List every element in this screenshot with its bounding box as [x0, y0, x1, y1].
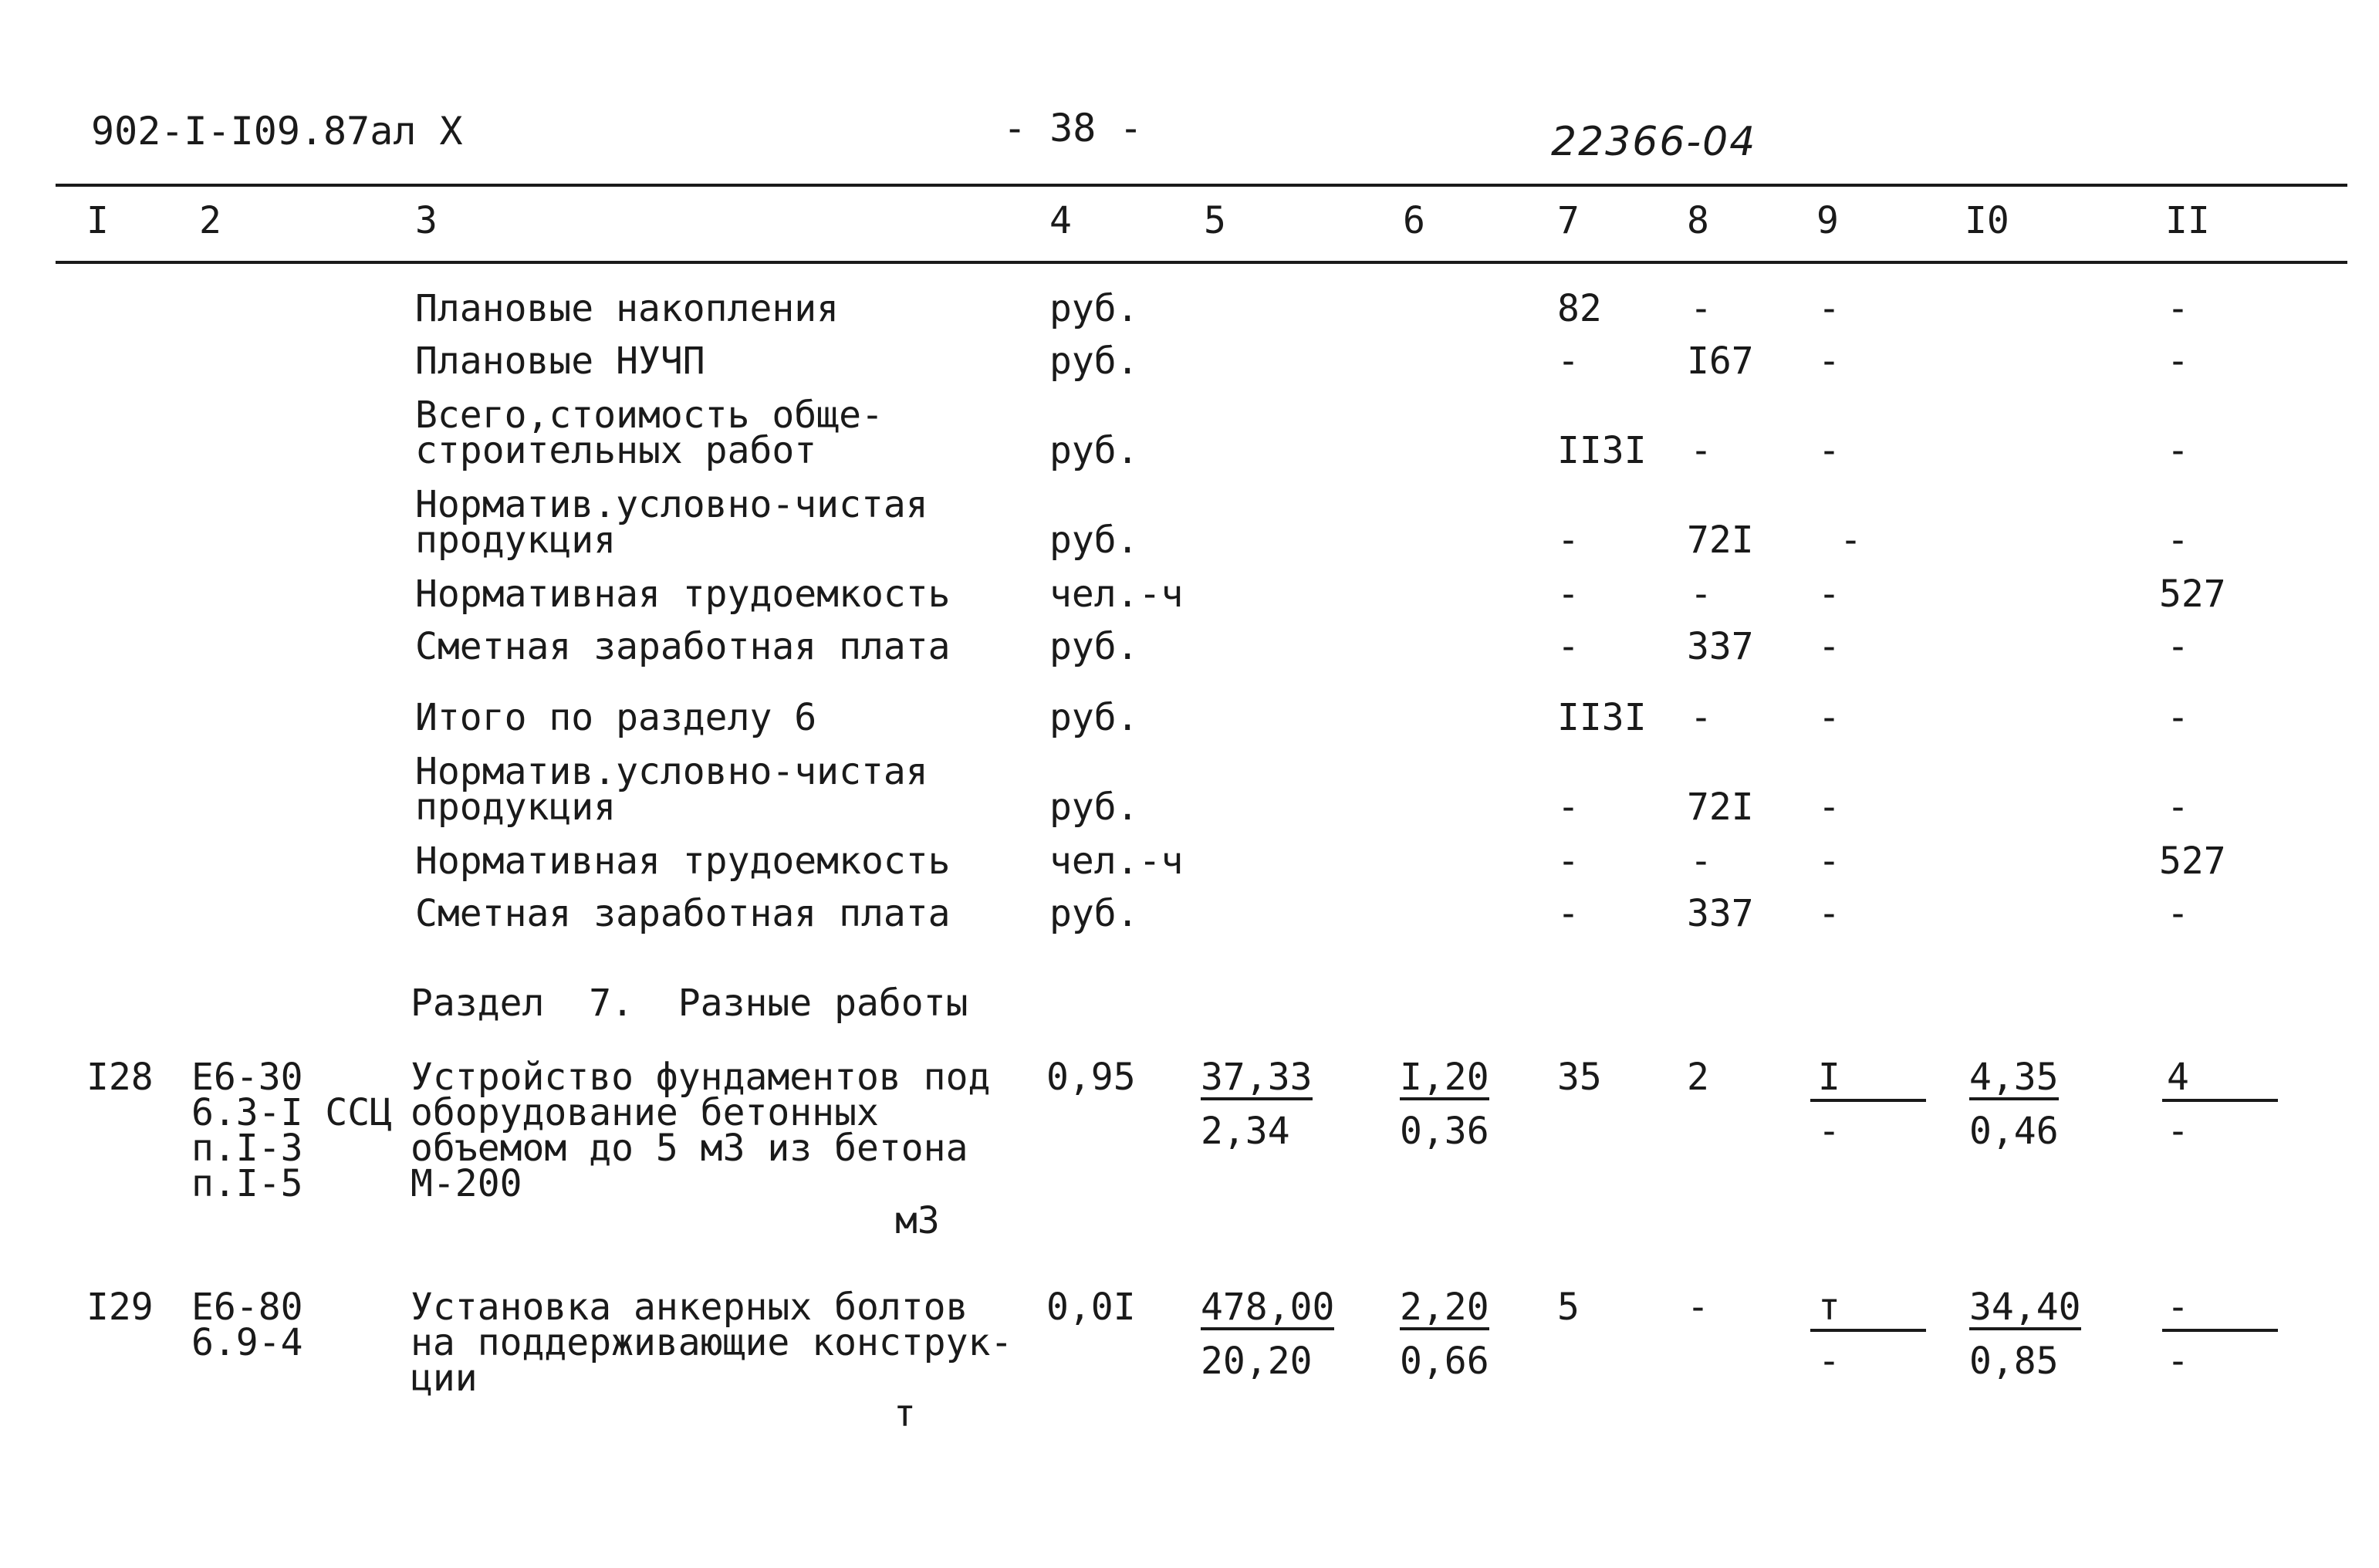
row-name-line-2: продукция	[415, 519, 617, 562]
row-unit: руб.	[1049, 340, 1139, 383]
item-col10-top: 4,35	[1969, 1056, 2059, 1099]
item-number: I28	[86, 1056, 154, 1099]
row-unit: руб.	[1049, 892, 1139, 935]
col-header-4: 4	[1049, 199, 1072, 242]
row-name-line-1: Норматив.условно-чистая	[415, 750, 928, 793]
row-unit: руб.	[1049, 786, 1139, 829]
row-unit: чел.-ч	[1049, 840, 1184, 883]
row-name-line-1: Всего,стоимость обще-	[415, 394, 884, 437]
row-col7: 82	[1557, 287, 1602, 330]
row-col9: -	[1818, 340, 1840, 383]
row-name: Нормативная трудоемкость	[415, 840, 951, 883]
col-header-8: 8	[1687, 199, 1709, 242]
row-col11: -	[2167, 786, 2189, 829]
row-col7: -	[1557, 519, 1580, 562]
item-description-line: объемом до 5 м3 из бетона	[411, 1127, 968, 1170]
col-header-7: 7	[1557, 199, 1580, 242]
row-name: Плановые накопления	[415, 287, 840, 330]
row-name-line-2: строительных работ	[415, 429, 817, 472]
item-code-line: п.I-5	[191, 1162, 303, 1205]
row-unit: руб.	[1049, 519, 1139, 562]
col-header-9: 9	[1816, 199, 1839, 242]
row-col9: -	[1818, 625, 1840, 668]
item-quantity: 0,95	[1046, 1056, 1136, 1099]
item-col9-bottom: -	[1818, 1340, 1840, 1383]
table-top-rule	[56, 184, 2347, 187]
table-header-rule	[56, 261, 2347, 264]
row-col7: II3I	[1557, 429, 1647, 472]
row-unit: руб.	[1049, 429, 1139, 472]
item-description-line: Устройство фундаментов под	[411, 1056, 991, 1099]
row-col7: -	[1557, 340, 1580, 383]
item-col11-underline	[2162, 1099, 2278, 1102]
row-name: Итого по разделу 6	[415, 696, 817, 739]
item-description-line: Установка анкерных болтов	[411, 1286, 968, 1329]
item-col10-bottom: 0,46	[1969, 1110, 2059, 1153]
row-name-line-1: Норматив.условно-чистая	[415, 483, 928, 526]
row-name: Нормативная трудоемкость	[415, 573, 951, 616]
item-col9-bottom: -	[1818, 1110, 1840, 1153]
item-unit: м3	[895, 1199, 940, 1242]
row-col11: -	[2167, 340, 2189, 383]
row-col11: 527	[2159, 840, 2226, 883]
item-unit: т	[894, 1392, 916, 1435]
row-col9: -	[1818, 892, 1840, 935]
item-col9-top: т	[1818, 1286, 1840, 1329]
item-col7: 5	[1557, 1286, 1580, 1329]
item-number: I29	[86, 1286, 154, 1329]
row-col8: -	[1690, 429, 1712, 472]
item-col7: 35	[1557, 1056, 1602, 1099]
row-col7: -	[1557, 892, 1580, 935]
row-name: Плановые НУЧП	[415, 340, 705, 383]
row-unit: чел.-ч	[1049, 573, 1184, 616]
row-col11: -	[2167, 429, 2189, 472]
item-col9-underline	[1810, 1099, 1926, 1102]
item-col6-top: 2,20	[1400, 1286, 1489, 1329]
item-col8: 2	[1687, 1056, 1709, 1099]
row-col7: -	[1557, 786, 1580, 829]
row-col9: -	[1818, 696, 1840, 739]
item-description-line: оборудование бетонных	[411, 1091, 879, 1134]
inventory-number: 22366-04	[1551, 119, 1757, 165]
row-col8: -	[1690, 573, 1712, 616]
row-col11: -	[2167, 519, 2189, 562]
item-code-line: 6.9-4	[191, 1321, 303, 1364]
row-name: Сметная заработная плата	[415, 625, 951, 668]
item-col8: -	[1687, 1286, 1709, 1329]
item-col6-bottom: 0,66	[1400, 1340, 1489, 1383]
row-unit: руб.	[1049, 287, 1139, 330]
row-col9: -	[1818, 287, 1840, 330]
item-quantity: 0,0I	[1046, 1286, 1136, 1329]
col-header-2: 2	[199, 199, 221, 242]
row-col9: -	[1818, 840, 1840, 883]
item-col11-bottom: -	[2167, 1340, 2189, 1383]
row-col8: 337	[1687, 892, 1754, 935]
item-col5-bottom: 20,20	[1201, 1340, 1313, 1383]
row-col11: -	[2167, 287, 2189, 330]
item-col9-underline	[1810, 1329, 1926, 1332]
row-col8: -	[1690, 840, 1712, 883]
row-col7: II3I	[1557, 696, 1647, 739]
row-col9: -	[1840, 519, 1862, 562]
col-header-10: I0	[1965, 199, 2009, 242]
row-col11: -	[2167, 625, 2189, 668]
item-description-line: М-200	[411, 1162, 522, 1205]
item-col10-top: 34,40	[1969, 1286, 2081, 1329]
row-col7: -	[1557, 573, 1580, 616]
item-code-line: Е6-80	[191, 1286, 303, 1329]
item-col11-bottom: -	[2167, 1110, 2189, 1153]
item-col11-top: 4	[2167, 1056, 2189, 1099]
row-col8: 72I	[1687, 519, 1754, 562]
row-col9: -	[1818, 429, 1840, 472]
row-col11: 527	[2159, 573, 2226, 616]
row-col8: -	[1690, 696, 1712, 739]
row-unit: руб.	[1049, 696, 1139, 739]
row-col9: -	[1818, 786, 1840, 829]
item-code-line: 6.3-I ССЦ	[191, 1091, 393, 1134]
row-col11: -	[2167, 892, 2189, 935]
row-unit: руб.	[1049, 625, 1139, 668]
row-col7: -	[1557, 625, 1580, 668]
item-code-line: п.I-3	[191, 1127, 303, 1170]
item-col11-top: -	[2167, 1286, 2189, 1329]
page-number: - 38 -	[1003, 106, 1143, 150]
item-description-line: ции	[411, 1357, 478, 1400]
col-header-11: II	[2165, 199, 2210, 242]
row-col8: 72I	[1687, 786, 1754, 829]
col-header-1: I	[86, 199, 109, 242]
item-col10-bottom: 0,85	[1969, 1340, 2059, 1383]
row-col7: -	[1557, 840, 1580, 883]
item-description-line: на поддерживающие конструк-	[411, 1321, 1013, 1364]
col-header-6: 6	[1403, 199, 1425, 242]
row-col11: -	[2167, 696, 2189, 739]
row-col9: -	[1818, 573, 1840, 616]
item-col6-top: I,20	[1400, 1056, 1489, 1099]
row-col8: 337	[1687, 625, 1754, 668]
item-col5-top: 478,00	[1201, 1286, 1335, 1329]
row-name-line-2: продукция	[415, 786, 617, 829]
item-col11-underline	[2162, 1329, 2278, 1332]
col-header-5: 5	[1204, 199, 1226, 242]
section-title: Раздел 7. Разные работы	[411, 982, 968, 1025]
row-name: Сметная заработная плата	[415, 892, 951, 935]
col-header-3: 3	[415, 199, 438, 242]
item-col5-bottom: 2,34	[1201, 1110, 1290, 1153]
item-code-line: Е6-30	[191, 1056, 303, 1099]
item-col5-top: 37,33	[1201, 1056, 1313, 1099]
item-col9-top: I	[1818, 1056, 1840, 1099]
row-col8: -	[1690, 287, 1712, 330]
document-code: 902-I-I09.87ал X	[91, 109, 463, 154]
row-col8: I67	[1687, 340, 1754, 383]
item-col6-bottom: 0,36	[1400, 1110, 1489, 1153]
